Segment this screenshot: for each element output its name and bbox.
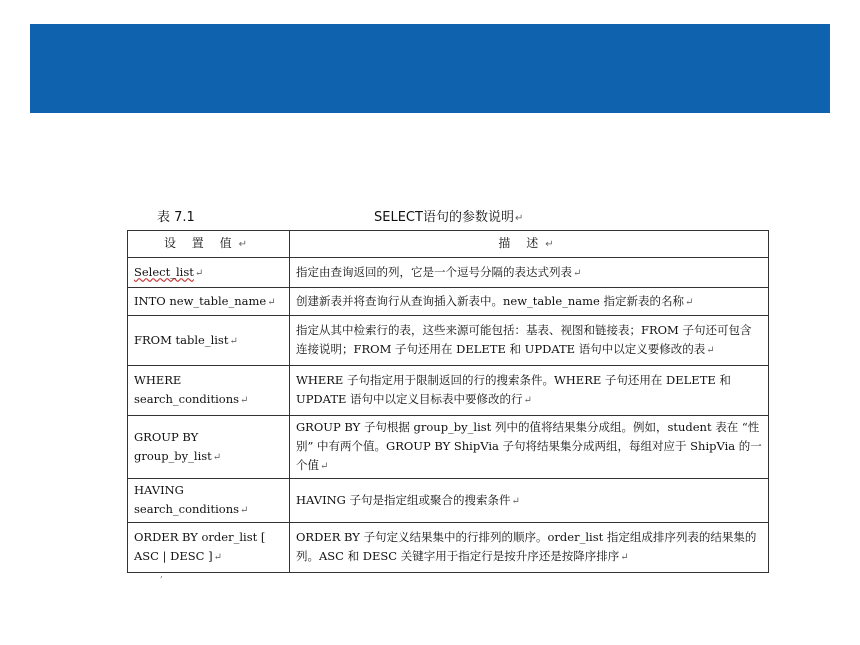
- setting-cell: HAVING search_conditions↵: [128, 479, 290, 523]
- setting-cell: WHERE search_conditions↵: [128, 366, 290, 416]
- paragraph-mark-icon: ↵: [514, 213, 524, 224]
- table-row: [128, 366, 769, 416]
- setting-cell: FROM table_list↵: [128, 316, 290, 366]
- stray-mark: ,: [160, 570, 163, 580]
- description-cell: GROUP BY 子句根据 group_by_list 列中的值将结果集分成组。例如，student 表在 “性别” 中有两个值。GROUP BY ShipVia 子句将结果集分成两组，每组对应于 ShipVia 的一个值↵: [290, 416, 769, 479]
- setting-cell: ORDER BY order_list [ ASC | DESC ]↵: [128, 523, 290, 573]
- description-cell: WHERE 子句指定用于限制返回的行的搜索条件。WHERE 子句还用在 DELETE 和 UPDATE 语句中以定义目标表中要修改的行↵: [290, 366, 769, 416]
- table-header-row: [128, 231, 769, 258]
- table-row: [128, 316, 769, 366]
- description-cell: 指定由查询返回的列，它是一个逗号分隔的表达式列表↵: [290, 258, 769, 288]
- setting-cell: Select_list↵: [128, 258, 290, 288]
- table-title: SELECT语句的参数说明↵: [374, 210, 524, 225]
- table-row: [128, 288, 769, 316]
- table-row: [128, 479, 769, 523]
- description-cell: HAVING 子句是指定组或聚合的搜索条件↵: [290, 479, 769, 523]
- title-banner: [30, 24, 830, 113]
- table-row: [128, 416, 769, 479]
- parameter-table: [127, 230, 769, 573]
- setting-cell: GROUP BY group_by_list↵: [128, 416, 290, 479]
- table-row: [128, 523, 769, 573]
- table-number: 表 7.1: [157, 210, 195, 225]
- description-cell: 指定从其中检索行的表，这些来源可能包括：基表、视图和链接表；FROM 子句还可包含连接说明；FROM 子句还用在 DELETE 和 UPDATE 语句中以定义要修改的表↵: [290, 316, 769, 366]
- description-cell: 创建新表并将查询行从查询插入新表中。new_table_name 指定新表的名称↵: [290, 288, 769, 316]
- table-caption: [127, 206, 767, 226]
- header-description: 描 述↵: [290, 231, 769, 258]
- description-cell: ORDER BY 子句定义结果集中的行排列的顺序。order_list 指定组成排序列表的结果集的列。ASC 和 DESC 关键字用于指定行是按升序还是按降序排序↵: [290, 523, 769, 573]
- header-setting: 设 置 值↵: [128, 231, 290, 258]
- table-row: [128, 258, 769, 288]
- setting-cell: INTO new_table_name↵: [128, 288, 290, 316]
